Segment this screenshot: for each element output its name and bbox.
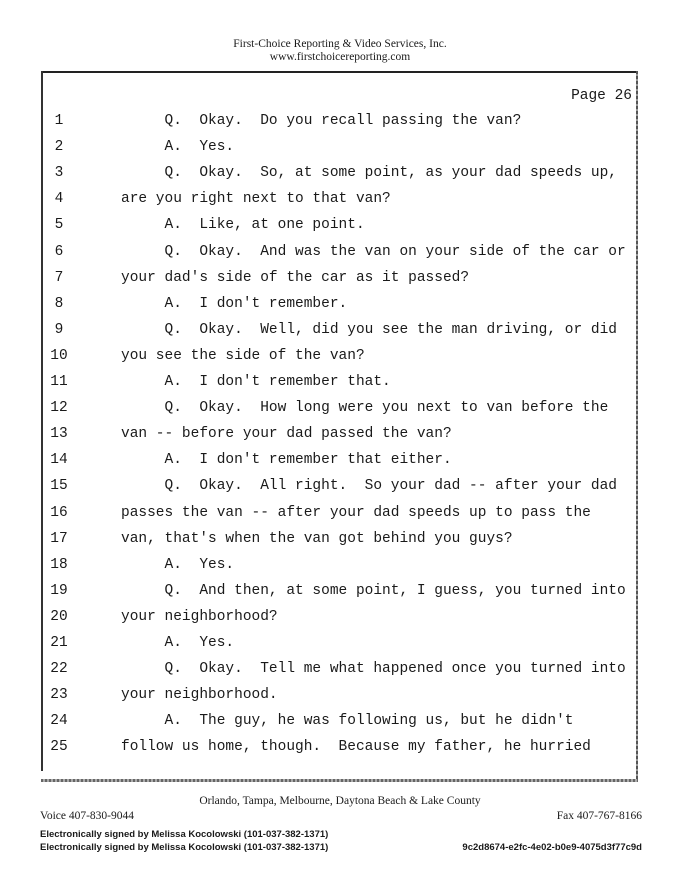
transcript-line xyxy=(0,739,680,765)
company-website: www.firstchoicereporting.com xyxy=(269,51,411,63)
transcript-line xyxy=(0,713,680,739)
footer-voice-number: Voice 407-830-9044 xyxy=(40,810,135,822)
line-number: 22 xyxy=(50,661,68,678)
line-number: 13 xyxy=(50,426,68,443)
transcript-line xyxy=(0,139,680,165)
line-number: 12 xyxy=(50,400,68,417)
electronic-signature-line: Electronically signed by Melissa Kocolowski (101-037-382-1371) xyxy=(40,842,329,853)
transcript-line xyxy=(0,478,680,504)
line-number: 20 xyxy=(50,608,68,625)
transcript-line xyxy=(0,270,680,296)
transcript-line xyxy=(0,583,680,609)
line-number: 23 xyxy=(50,687,68,704)
line-text: van -- before your dad passed the van? xyxy=(121,426,452,443)
transcript-line xyxy=(0,374,680,400)
transcript-line xyxy=(0,296,680,322)
line-number: 5 xyxy=(54,217,64,234)
transcript-line xyxy=(0,191,680,217)
document-hash: 9c2d8674-e2fc-4e02-b0e9-4075d3f77c9d xyxy=(462,842,642,853)
transcript-line xyxy=(0,348,680,374)
line-text: your dad's side of the car as it passed? xyxy=(121,269,470,286)
line-text: Q. Okay. And was the van on your side of the car or xyxy=(121,243,626,260)
line-number: 10 xyxy=(50,347,68,364)
footer-fax-number: Fax 407-767-8166 xyxy=(556,810,642,822)
line-text: A. Yes. xyxy=(121,635,235,651)
line-number: 24 xyxy=(50,713,68,730)
electronic-signature-line: Electronically signed by Melissa Kocolowski (101-037-382-1371) xyxy=(40,829,329,840)
line-text: Q. Okay. How long were you next to van before the xyxy=(121,400,609,417)
line-number: 7 xyxy=(54,269,64,286)
line-text: A. I don't remember that either. xyxy=(121,452,452,469)
page-frame-top xyxy=(41,71,638,73)
line-text: are you right next to that van? xyxy=(121,191,391,208)
line-text: van, that's when the van got behind you guys? xyxy=(121,530,513,547)
transcript-line xyxy=(0,635,680,661)
line-text: Q. Okay. So, at some point, as your dad speeds up, xyxy=(121,165,617,182)
line-text: your neighborhood. xyxy=(121,687,278,704)
line-number: 16 xyxy=(50,504,68,521)
transcript-line xyxy=(0,661,680,687)
line-text: A. Yes. xyxy=(121,556,235,573)
line-number: 9 xyxy=(54,321,64,338)
line-text: follow us home, though. Because my father, he hurried xyxy=(121,739,591,756)
company-name: First-Choice Reporting & Video Services, Inc. xyxy=(233,38,447,50)
line-text: passes the van -- after your dad speeds up to pass the xyxy=(121,504,591,521)
transcript-line xyxy=(0,687,680,713)
line-number: 3 xyxy=(54,165,64,182)
line-text: A. I don't remember. xyxy=(121,295,348,312)
line-number: 6 xyxy=(54,243,64,260)
transcript-line xyxy=(0,557,680,583)
line-number: 21 xyxy=(50,635,68,651)
line-number: 15 xyxy=(50,478,68,495)
transcript-line xyxy=(0,400,680,426)
line-number: 1 xyxy=(54,113,64,129)
transcript-line xyxy=(0,322,680,348)
line-number: 14 xyxy=(50,452,68,469)
transcript-line xyxy=(0,452,680,478)
page-number: Page 26 xyxy=(571,88,632,104)
transcript-line xyxy=(0,609,680,635)
line-number: 25 xyxy=(50,739,68,756)
transcript-line xyxy=(0,165,680,191)
line-number: 19 xyxy=(50,582,68,599)
line-text: Q. Okay. Tell me what happened once you turned into xyxy=(121,661,626,678)
line-number: 11 xyxy=(50,374,68,390)
line-text: A. Yes. xyxy=(121,139,235,156)
transcript-line xyxy=(0,426,680,452)
line-text: Q. Okay. Well, did you see the man driving, or did xyxy=(121,321,617,338)
line-text: A. I don't remember that. xyxy=(121,374,391,390)
line-text: Q. Okay. All right. So your dad -- after your dad xyxy=(121,478,617,495)
transcript-line xyxy=(0,217,680,243)
line-text: Q. And then, at some point, I guess, you turned into xyxy=(121,582,626,599)
line-number: 4 xyxy=(54,191,64,208)
line-number: 18 xyxy=(50,556,68,573)
page-frame-bottom xyxy=(41,779,638,782)
transcript-line xyxy=(0,244,680,270)
line-text: your neighborhood? xyxy=(121,608,278,625)
line-text: A. Like, at one point. xyxy=(121,217,365,234)
line-text: you see the side of the van? xyxy=(121,347,365,364)
line-number: 8 xyxy=(54,295,64,312)
line-number: 17 xyxy=(50,530,68,547)
line-text: A. The guy, he was following us, but he didn't xyxy=(121,713,574,730)
transcript-line xyxy=(0,505,680,531)
line-number: 2 xyxy=(54,139,64,156)
footer-locations: Orlando, Tampa, Melbourne, Daytona Beach & Lake County xyxy=(199,795,481,807)
transcript-line xyxy=(0,531,680,557)
transcript-line xyxy=(0,113,680,139)
line-text: Q. Okay. Do you recall passing the van? xyxy=(121,113,522,129)
